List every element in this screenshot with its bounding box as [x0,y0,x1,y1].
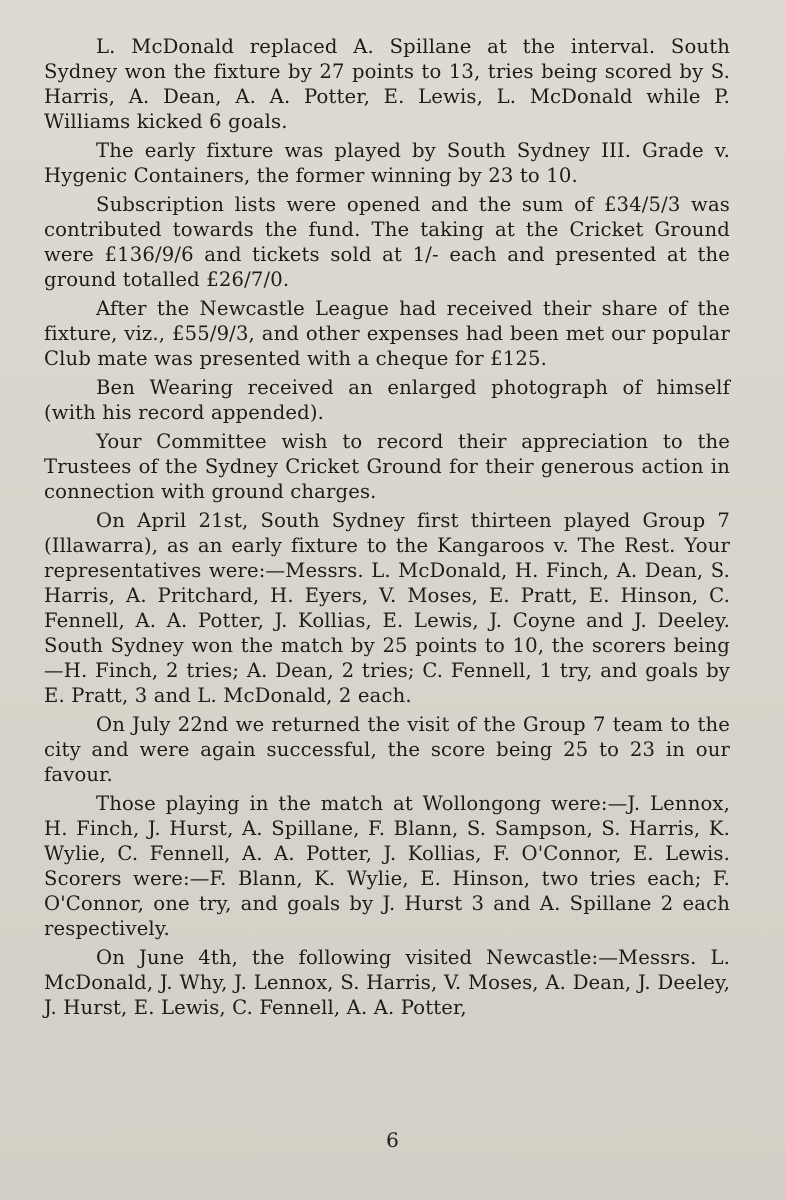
paragraph-10: On June 4th, the following visited Newcastle:—Messrs. L. McDonald, J. Why, J. Lennox, S. Harris, V. Moses, A. Dean, J. Deeley, J. Hurst, E. Lewis, C. Fennell, A. A. Potter, [44,946,730,1019]
paragraph-3: Subscription lists were opened and the sum of £34/5/3 was contributed towards the fund. The taking at the Cricket Ground were £136/9/6 and tickets sold at 1/- each and presented at the ground totalled £26/7/0. [44,193,730,291]
paragraph-2: The early fixture was played by South Sydney III. Grade v. Hygenic Containers, the former winning by 23 to 10. [44,139,730,187]
paragraph-1: L. McDonald replaced A. Spillane at the interval. South Sydney won the fixture by 27 points to 13, tries being scored by S. Harris, A. Dean, A. A. Potter, E. Lewis, L. McDonald while P. Williams kicked 6 goals. [44,35,730,133]
paragraph-5: Ben Wearing received an enlarged photograph of himself (with his record appended). [44,376,730,424]
body-text [44,34,730,1024]
paragraph-6: Your Committee wish to record their appreciation to the Trustees of the Sydney Cricket Ground for their generous action in connection with ground charges. [44,430,730,503]
paragraph-8: On July 22nd we returned the visit of the Group 7 team to the city and were again successful, the score being 25 to 23 in our favour. [44,713,730,786]
paragraph-7: On April 21st, South Sydney first thirteen played Group 7 (Illawarra), as an early fixture to the Kangaroos v. The Rest. Your representatives were:—Messrs. L. McDonald, H. Finch, A. Dean, S. Harris, A. Pritchard, H. Eyers, V. Moses, E. Pratt, E. Hinson, C. Fennell, A. A. Potter, J. Kollias, E. Lewis, J. Coyne and J. Deeley. South Sydney won the match by 25 points to 10, the scorers being—H. Finch, 2 tries; A. Dean, 2 tries; C. Fennell, 1 try, and goals by E. Pratt, 3 and L. McDonald, 2 each. [44,509,730,707]
paragraph-9: Those playing in the match at Wollongong were:—J. Lennox, H. Finch, J. Hurst, A. Spillane, F. Blann, S. Sampson, S. Harris, K. Wylie, C. Fennell, A. A. Potter, J. Kollias, F. O'Connor, E. Lewis. Scorers were:—F. Blann, K. Wylie, E. Hinson, two tries each; F. O'Connor, one try, and goals by J. Hurst 3 and A. Spillane 2 each respectively. [44,792,730,940]
paragraph-4: After the Newcastle League had received their share of the fixture, viz., £55/9/3, and other expenses had been met our popular Club mate was presented with a cheque for £125. [44,297,730,370]
page-number: 6 [386,1128,399,1152]
